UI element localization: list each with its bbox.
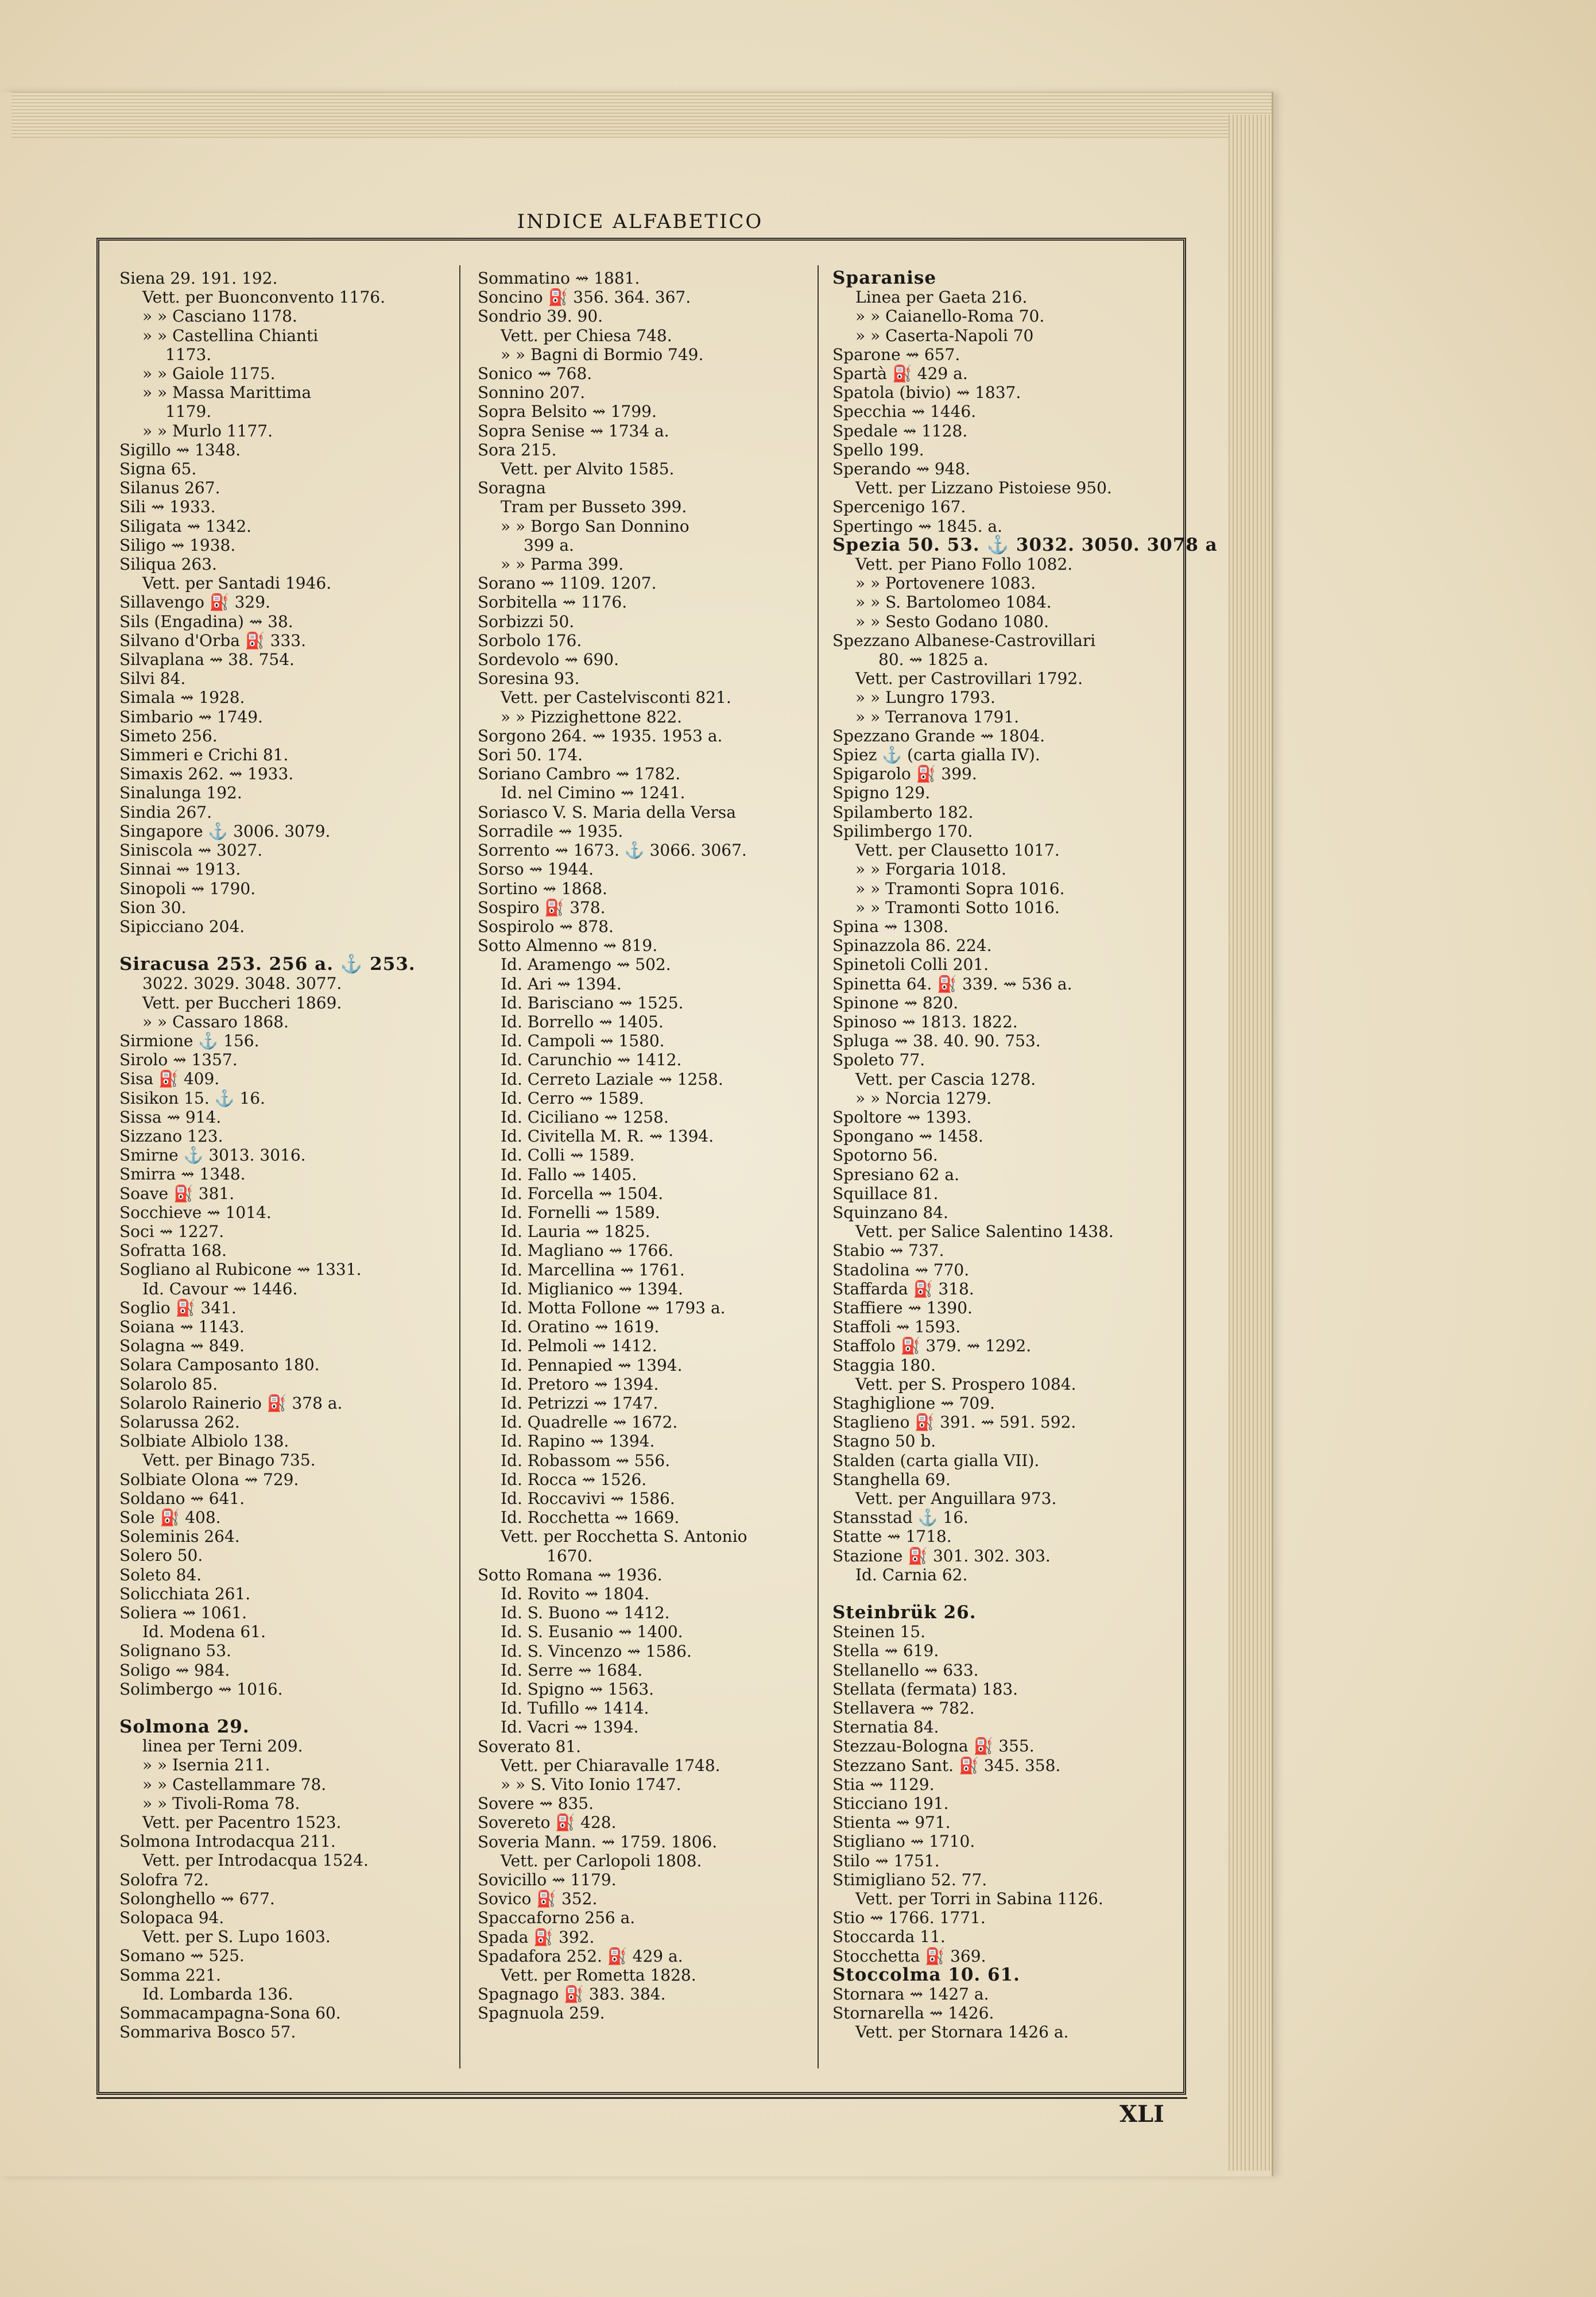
index-entry: Tram per Busseto 399. bbox=[501, 497, 687, 517]
index-entry: Solopaca 94. bbox=[119, 1908, 224, 1928]
index-entry: Id. Serre ⇝ 1684. bbox=[501, 1660, 643, 1680]
index-entry: Id. Cerreto Laziale ⇝ 1258. bbox=[501, 1069, 723, 1089]
index-entry: Staffoli ⇝ 1593. bbox=[832, 1317, 961, 1337]
index-column-2 bbox=[478, 269, 811, 2023]
index-entry: Sovicillo ⇝ 1179. bbox=[478, 1870, 617, 1890]
index-entry: Sovereto ⛽ 428. bbox=[478, 1813, 617, 1832]
index-entry: Id. Forcella ⇝ 1504. bbox=[501, 1184, 664, 1203]
index-entry: Sorrento ⇝ 1673. ⚓ 3066. 3067. bbox=[478, 841, 747, 860]
index-entry: » » Isernia 211. bbox=[142, 1755, 270, 1775]
index-entry: Spertingo ⇝ 1845. a. bbox=[832, 516, 1002, 536]
index-entry: Spezzano Albanese-Castrovillari bbox=[832, 631, 1096, 650]
index-entry: Spadafora 252. ⛽ 429 a. bbox=[478, 1946, 683, 1966]
index-entry: 1173. bbox=[165, 345, 212, 364]
index-entry: Spedale ⇝ 1128. bbox=[832, 421, 968, 440]
index-entry: Silvi 84. bbox=[119, 669, 186, 689]
index-entry: Silanus 267. bbox=[119, 478, 220, 498]
index-entry: Id. Roccavivi ⇝ 1586. bbox=[501, 1489, 675, 1508]
index-column-3 bbox=[832, 268, 1218, 2042]
index-entry: Sora 215. bbox=[478, 440, 557, 459]
index-entry: Spongano ⇝ 1458. bbox=[832, 1127, 983, 1146]
index-entry: Sofratta 168. bbox=[119, 1241, 227, 1260]
index-entry: » » Massa Marittima bbox=[142, 383, 312, 403]
index-entry: Stezzano Sant. ⛽ 345. 358. bbox=[832, 1755, 1061, 1775]
index-entry: Spartà ⛽ 429 a. bbox=[832, 364, 968, 384]
index-entry: Stilo ⇝ 1751. bbox=[832, 1851, 940, 1870]
index-entry: Sotto Almenno ⇝ 819. bbox=[478, 936, 658, 956]
index-entry: Stabio ⇝ 737. bbox=[832, 1241, 944, 1260]
index-entry: » » Tivoli-Roma 78. bbox=[142, 1793, 300, 1813]
index-entry: » » Tramonti Sopra 1016. bbox=[855, 879, 1065, 898]
index-entry: Sorso ⇝ 1944. bbox=[478, 860, 594, 879]
index-entry: Id. Carunchio ⇝ 1412. bbox=[501, 1050, 682, 1070]
index-entry: Siligo ⇝ 1938. bbox=[119, 535, 236, 555]
index-entry: Id. Quadrelle ⇝ 1672. bbox=[501, 1413, 678, 1432]
index-entry: Solbiate Olona ⇝ 729. bbox=[119, 1470, 299, 1489]
index-entry: Id. Spigno ⇝ 1563. bbox=[501, 1680, 654, 1699]
index-entry: Statte ⇝ 1718. bbox=[832, 1527, 952, 1546]
index-entry: Sillavengo ⛽ 329. bbox=[119, 593, 270, 612]
index-entry: Sonico ⇝ 768. bbox=[478, 364, 592, 384]
index-entry: Stellavera ⇝ 782. bbox=[832, 1699, 975, 1718]
index-entry: Sommariva Bosco 57. bbox=[119, 2023, 296, 2042]
index-entry: Stalden (carta gialla VII). bbox=[832, 1451, 1040, 1470]
index-entry: Sommacampagna-Sona 60. bbox=[119, 2004, 341, 2023]
index-entry: Id. Fornelli ⇝ 1589. bbox=[501, 1202, 660, 1222]
index-entry: Sorbizzi 50. bbox=[478, 612, 575, 631]
index-entry: Soldano ⇝ 641. bbox=[119, 1488, 245, 1508]
index-entry: Stanghella 69. bbox=[832, 1470, 951, 1489]
index-entry: Sparanise bbox=[832, 268, 937, 288]
index-entry: Vett. per Buonconvento 1176. bbox=[142, 288, 385, 307]
index-entry: Sorbolo 176. bbox=[478, 631, 582, 650]
index-entry: » » Borgo San Donnino bbox=[501, 516, 689, 536]
index-entry: Id. Ciciliano ⇝ 1258. bbox=[501, 1107, 669, 1127]
index-entry: Sisikon 15. ⚓ 16. bbox=[119, 1088, 265, 1108]
index-entry: Singapore ⚓ 3006. 3079. bbox=[119, 821, 331, 841]
index-entry: Somma 221. bbox=[119, 1965, 222, 1985]
index-entry: Sorano ⇝ 1109. 1207. bbox=[478, 574, 657, 593]
index-entry: Solarolo Rainerio ⛽ 378 a. bbox=[119, 1393, 343, 1413]
index-entry: Stadolina ⇝ 770. bbox=[832, 1260, 970, 1279]
index-entry: » » Terranova 1791. bbox=[855, 707, 1020, 726]
index-entry: Spoleto 77. bbox=[832, 1050, 925, 1070]
index-entry: Simaxis 262. ⇝ 1933. bbox=[119, 764, 294, 784]
index-entry: Soglio ⛽ 341. bbox=[119, 1298, 237, 1317]
index-entry: Smirra ⇝ 1348. bbox=[119, 1165, 246, 1184]
index-entry: Vett. per Binago 735. bbox=[142, 1451, 316, 1470]
index-entry: Spaccaforno 256 a. bbox=[478, 1908, 636, 1928]
index-entry: Spezia 50. 53. ⚓ 3032. 3050. 3078 a bbox=[832, 534, 1218, 555]
index-entry: Vett. per Chiesa 748. bbox=[501, 326, 672, 345]
spacer bbox=[119, 1699, 452, 1718]
index-entry: Siligata ⇝ 1342. bbox=[119, 516, 252, 536]
index-entry: Signa 65. bbox=[119, 459, 197, 479]
index-entry: » » Portovenere 1083. bbox=[855, 574, 1036, 593]
index-entry: Vett. per Torri in Sabina 1126. bbox=[855, 1889, 1103, 1909]
index-entry: Vett. per Pacentro 1523. bbox=[142, 1813, 342, 1832]
index-entry: Stimigliano 52. 77. bbox=[832, 1870, 987, 1889]
index-entry: » » Castellammare 78. bbox=[142, 1774, 327, 1794]
index-entry: Sigillo ⇝ 1348. bbox=[119, 440, 241, 459]
index-entry: Spoltore ⇝ 1393. bbox=[832, 1107, 972, 1127]
index-entry: Id. Pelmoli ⇝ 1412. bbox=[501, 1336, 657, 1356]
index-entry: Vett. per Rometta 1828. bbox=[501, 1966, 696, 1985]
index-entry: Soliera ⇝ 1061. bbox=[119, 1603, 247, 1623]
index-entry: Stazione ⛽ 301. 302. 303. bbox=[832, 1546, 1051, 1565]
index-entry: Silvano d'Orba ⛽ 333. bbox=[119, 631, 306, 650]
index-entry: Spina ⇝ 1308. bbox=[832, 917, 949, 936]
index-entry: Spigarolo ⛽ 399. bbox=[832, 764, 977, 784]
index-entry: Sipicciano 204. bbox=[119, 917, 245, 936]
index-entry: Squillace 81. bbox=[832, 1184, 939, 1203]
bottom-rule bbox=[96, 2097, 1187, 2099]
index-entry: Id. S. Buono ⇝ 1412. bbox=[501, 1603, 670, 1623]
index-entry: Id. Rovito ⇝ 1804. bbox=[501, 1584, 650, 1604]
index-entry: 80. ⇝ 1825 a. bbox=[878, 650, 989, 670]
index-entry: Vett. per Chiaravalle 1748. bbox=[501, 1755, 720, 1775]
index-entry: » » Bagni di Bormio 749. bbox=[501, 345, 704, 364]
index-entry: Spinoso ⇝ 1813. 1822. bbox=[832, 1012, 1018, 1031]
index-entry: » » Gaiole 1175. bbox=[142, 364, 276, 384]
index-entry: Sternatia 84. bbox=[832, 1718, 939, 1737]
index-entry: Solagna ⇝ 849. bbox=[119, 1336, 245, 1356]
index-entry: Id. Vacri ⇝ 1394. bbox=[501, 1718, 639, 1737]
index-entry: Vett. per Lizzano Pistoiese 950. bbox=[855, 478, 1112, 498]
index-entry: Id. Aramengo ⇝ 502. bbox=[501, 955, 671, 975]
index-entry: Squinzano 84. bbox=[832, 1202, 948, 1222]
index-entry: Staffiere ⇝ 1390. bbox=[832, 1298, 973, 1317]
index-entry: Siliqua 263. bbox=[119, 555, 217, 574]
index-entry: Somano ⇝ 525. bbox=[119, 1946, 245, 1966]
index-entry: Sondrio 39. 90. bbox=[478, 307, 603, 326]
index-entry: Soverato 81. bbox=[478, 1737, 582, 1756]
index-entry: Stigliano ⇝ 1710. bbox=[832, 1832, 975, 1851]
index-entry: Soresina 93. bbox=[478, 669, 580, 689]
index-entry: Stella ⇝ 619. bbox=[832, 1641, 939, 1661]
index-entry: Socchieve ⇝ 1014. bbox=[119, 1202, 272, 1222]
index-entry: Vett. per Rocchetta S. Antonio bbox=[501, 1527, 747, 1546]
index-entry: Sili ⇝ 1933. bbox=[119, 497, 216, 517]
index-entry: Stansstad ⚓ 16. bbox=[832, 1508, 969, 1528]
index-entry: Id. Lombarda 136. bbox=[142, 1984, 293, 2004]
index-entry: Spezzano Grande ⇝ 1804. bbox=[832, 726, 1045, 745]
index-entry: Soriasco V. S. Maria della Versa bbox=[478, 802, 736, 822]
index-entry: Sopra Belsito ⇝ 1799. bbox=[478, 402, 657, 421]
index-entry: Spercenigo 167. bbox=[832, 497, 966, 517]
index-entry: Sion 30. bbox=[119, 898, 187, 917]
index-entry: Staggia 180. bbox=[832, 1355, 936, 1375]
index-entry: Spiez ⚓ (carta gialla IV). bbox=[832, 745, 1040, 765]
index-entry: Id. Cerro ⇝ 1589. bbox=[501, 1088, 644, 1108]
index-entry: Vett. per Buccheri 1869. bbox=[142, 993, 342, 1012]
index-entry: Id. Pretoro ⇝ 1394. bbox=[501, 1374, 659, 1394]
index-entry: Vett. per Castrovillari 1792. bbox=[855, 669, 1083, 689]
index-entry: Sorradile ⇝ 1935. bbox=[478, 821, 623, 841]
index-entry: Steinen 15. bbox=[832, 1622, 926, 1642]
index-entry: Sortino ⇝ 1868. bbox=[478, 879, 607, 898]
index-entry: Staglieno ⛽ 391. ⇝ 591. 592. bbox=[832, 1413, 1076, 1432]
index-entry: Id. Pennapied ⇝ 1394. bbox=[501, 1355, 683, 1375]
index-entry: Sisa ⛽ 409. bbox=[119, 1069, 220, 1089]
index-entry: » » Forgaria 1018. bbox=[855, 860, 1006, 879]
column-divider-1 bbox=[459, 265, 460, 2068]
index-entry: Staghiglione ⇝ 709. bbox=[832, 1393, 995, 1413]
index-entry: Id. Ari ⇝ 1394. bbox=[501, 974, 622, 993]
index-entry: Vett. per Introdacqua 1524. bbox=[142, 1851, 369, 1870]
index-entry: Stornara ⇝ 1427 a. bbox=[832, 1985, 989, 2004]
index-entry: 1179. bbox=[165, 402, 212, 421]
index-entry: Id. Campoli ⇝ 1580. bbox=[501, 1031, 665, 1051]
index-entry: Silvaplana ⇝ 38. 754. bbox=[119, 650, 295, 670]
index-entry: Sparone ⇝ 657. bbox=[832, 345, 960, 364]
index-entry: Id. Miglianico ⇝ 1394. bbox=[501, 1279, 683, 1298]
index-entry: Linea per Gaeta 216. bbox=[855, 288, 1028, 307]
index-entry: Staffolo ⛽ 379. ⇝ 1292. bbox=[832, 1336, 1032, 1356]
index-entry: Sirmione ⚓ 156. bbox=[119, 1031, 259, 1050]
index-entry: Id. Cavour ⇝ 1446. bbox=[142, 1279, 298, 1298]
index-entry: Spagnuola 259. bbox=[478, 2004, 605, 2023]
index-entry: Id. Robassom ⇝ 556. bbox=[501, 1451, 671, 1470]
index-entry: Sperando ⇝ 948. bbox=[832, 459, 971, 479]
index-entry: » » Castellina Chianti bbox=[142, 326, 319, 345]
index-entry: Vett. per Cascia 1278. bbox=[855, 1069, 1036, 1089]
index-entry: » » S. Vito Ionio 1747. bbox=[501, 1775, 681, 1795]
index-entry: Solarolo 85. bbox=[119, 1374, 218, 1394]
index-entry: 1670. bbox=[547, 1546, 593, 1565]
index-entry: 3022. 3029. 3048. 3077. bbox=[142, 974, 342, 993]
index-entry: Id. Barisciano ⇝ 1525. bbox=[501, 993, 684, 1012]
index-entry: Stellanello ⇝ 633. bbox=[832, 1660, 979, 1680]
index-entry: 399 a. bbox=[524, 535, 574, 555]
index-entry: Steinbrük 26. bbox=[832, 1602, 977, 1623]
index-entry: Sole ⛽ 408. bbox=[119, 1508, 221, 1527]
index-entry: Sovere ⇝ 835. bbox=[478, 1794, 594, 1813]
index-entry: Spilimbergo 170. bbox=[832, 821, 973, 841]
index-entry: Id. Rapino ⇝ 1394. bbox=[501, 1432, 655, 1451]
index-entry: » » Sesto Godano 1080. bbox=[855, 612, 1049, 631]
index-entry: Id. Fallo ⇝ 1405. bbox=[501, 1165, 637, 1184]
index-entry: Soleto 84. bbox=[119, 1565, 202, 1584]
index-entry: Siniscola ⇝ 3027. bbox=[119, 841, 263, 860]
page-number: XLI bbox=[1119, 2101, 1164, 2128]
index-entry: » » Caianello-Roma 70. bbox=[855, 307, 1045, 326]
index-entry: Staffarda ⛽ 318. bbox=[832, 1279, 974, 1298]
index-entry: Vett. per Stornara 1426 a. bbox=[855, 2023, 1069, 2042]
index-entry: Solmona 29. bbox=[119, 1716, 250, 1738]
index-entry: Sorbitella ⇝ 1176. bbox=[478, 593, 627, 612]
index-entry: Sindia 267. bbox=[119, 802, 212, 822]
index-entry: Simala ⇝ 1928. bbox=[119, 688, 245, 707]
index-entry: Id. Oratino ⇝ 1619. bbox=[501, 1317, 660, 1337]
index-column-1 bbox=[119, 269, 452, 2041]
index-entry: Sizzano 123. bbox=[119, 1126, 223, 1146]
index-entry: Solonghello ⇝ 677. bbox=[119, 1889, 275, 1908]
index-entry: Id. nel Cimino ⇝ 1241. bbox=[501, 783, 685, 803]
index-entry: Spada ⛽ 392. bbox=[478, 1927, 595, 1947]
index-entry: Stoccolma 10. 61. bbox=[832, 1964, 1020, 1985]
index-entry: Id. Carnia 62. bbox=[855, 1565, 968, 1584]
index-entry: Spatola (bivio) ⇝ 1837. bbox=[832, 383, 1021, 403]
index-entry: Spotorno 56. bbox=[832, 1146, 938, 1165]
index-entry: Vett. per Alvito 1585. bbox=[501, 459, 675, 479]
index-entry: Sirolo ⇝ 1357. bbox=[119, 1050, 238, 1070]
index-entry: Spilamberto 182. bbox=[832, 802, 974, 822]
index-entry: Sommatino ⇝ 1881. bbox=[478, 269, 640, 288]
index-entry: Id. Petrizzi ⇝ 1747. bbox=[501, 1393, 658, 1413]
index-entry: Siracusa 253. 256 a. ⚓ 253. bbox=[119, 954, 416, 975]
index-entry: Sinopoli ⇝ 1790. bbox=[119, 879, 256, 898]
index-entry: Spinone ⇝ 820. bbox=[832, 993, 959, 1012]
spacer bbox=[832, 1584, 1165, 1603]
index-entry: » » Norcia 1279. bbox=[855, 1088, 992, 1108]
index-entry: Spinetoli Colli 201. bbox=[832, 955, 989, 975]
index-entry: » » Parma 399. bbox=[501, 555, 624, 574]
index-entry: Specchia ⇝ 1446. bbox=[832, 402, 977, 421]
index-entry: Solarussa 262. bbox=[119, 1412, 240, 1432]
index-entry: Spello 199. bbox=[832, 440, 924, 459]
index-entry: Soci ⇝ 1227. bbox=[119, 1221, 224, 1241]
index-entry: Solofra 72. bbox=[119, 1870, 209, 1889]
index-entry: Solimbergo ⇝ 1016. bbox=[119, 1679, 283, 1699]
index-entry: Sovico ⛽ 352. bbox=[478, 1889, 598, 1909]
index-entry: Vett. per Santadi 1946. bbox=[142, 574, 332, 593]
index-entry: » » Pizzighettone 822. bbox=[501, 707, 683, 726]
index-entry: Soriano Cambro ⇝ 1782. bbox=[478, 764, 681, 784]
index-entry: » » Murlo 1177. bbox=[142, 421, 273, 440]
index-entry: Vett. per Anguillara 973. bbox=[855, 1489, 1057, 1508]
index-entry: Sopra Senise ⇝ 1734 a. bbox=[478, 421, 669, 440]
index-entry: linea per Terni 209. bbox=[142, 1737, 303, 1756]
index-entry: Sticciano 191. bbox=[832, 1794, 949, 1813]
index-entry: Solara Camposanto 180. bbox=[119, 1355, 320, 1375]
spacer bbox=[119, 936, 452, 955]
index-entry: Stia ⇝ 1129. bbox=[832, 1774, 935, 1794]
index-entry: Soveria Mann. ⇝ 1759. 1806. bbox=[478, 1832, 718, 1851]
index-entry: Siena 29. 191. 192. bbox=[119, 269, 278, 288]
index-entry: Vett. per Carlopoli 1808. bbox=[501, 1851, 702, 1870]
index-entry: Sils (Engadina) ⇝ 38. bbox=[119, 612, 293, 631]
column-divider-2 bbox=[818, 265, 819, 2068]
index-entry: Spluga ⇝ 38. 40. 90. 753. bbox=[832, 1031, 1041, 1051]
index-entry: Spresiano 62 a. bbox=[832, 1165, 959, 1184]
index-entry: Sordevolo ⇝ 690. bbox=[478, 650, 619, 670]
index-entry: Id. Marcellina ⇝ 1761. bbox=[501, 1260, 685, 1279]
index-entry: Stezzau-Bologna ⛽ 355. bbox=[832, 1737, 1035, 1756]
index-entry: Sospiro ⛽ 378. bbox=[478, 898, 606, 917]
index-entry: Id. Tufillo ⇝ 1414. bbox=[501, 1699, 649, 1718]
index-entry: Simmeri e Crichi 81. bbox=[119, 745, 289, 765]
index-entry: Stoccarda 11. bbox=[832, 1927, 946, 1947]
index-entry: » » Casciano 1178. bbox=[142, 307, 297, 326]
index-entry: Id. Civitella M. R. ⇝ 1394. bbox=[501, 1127, 714, 1146]
index-entry: Vett. per Clausetto 1017. bbox=[855, 841, 1060, 860]
index-entry: Sinnai ⇝ 1913. bbox=[119, 860, 241, 879]
index-entry: » » Lungro 1793. bbox=[855, 688, 995, 707]
index-entry: » » S. Bartolomeo 1084. bbox=[855, 593, 1052, 612]
index-entry: Solero 50. bbox=[119, 1546, 203, 1565]
index-entry: Stocchetta ⛽ 369. bbox=[832, 1946, 986, 1966]
index-entry: Soligo ⇝ 984. bbox=[119, 1660, 230, 1680]
index-entry: Soncino ⛽ 356. 364. 367. bbox=[478, 288, 691, 307]
index-entry: Solicchiata 261. bbox=[119, 1584, 251, 1603]
index-entry: Solignano 53. bbox=[119, 1641, 231, 1661]
index-entry: Simeto 256. bbox=[119, 726, 218, 745]
index-entry: Sissa ⇝ 914. bbox=[119, 1107, 222, 1127]
index-entry: Vett. per S. Prospero 1084. bbox=[855, 1374, 1076, 1394]
index-entry: Id. Motta Follone ⇝ 1793 a. bbox=[501, 1298, 726, 1317]
index-entry: Spagnago ⛽ 383. 384. bbox=[478, 1985, 666, 2004]
index-entry: Sinalunga 192. bbox=[119, 783, 242, 803]
index-entry: Id. Rocca ⇝ 1526. bbox=[501, 1470, 647, 1489]
index-entry: Id. Colli ⇝ 1589. bbox=[501, 1146, 635, 1165]
index-entry: Sori 50. 174. bbox=[478, 745, 583, 765]
index-entry: Soleminis 264. bbox=[119, 1527, 240, 1546]
index-entry: Simbario ⇝ 1749. bbox=[119, 707, 263, 726]
index-entry: Stagno 50 b. bbox=[832, 1432, 936, 1451]
index-entry: Stornarella ⇝ 1426. bbox=[832, 2004, 994, 2023]
index-entry: Solbiate Albiolo 138. bbox=[119, 1432, 289, 1451]
index-entry: Soragna bbox=[478, 478, 546, 498]
index-entry: Stio ⇝ 1766. 1771. bbox=[832, 1908, 986, 1928]
index-entry: » » Tramonti Sotto 1016. bbox=[855, 898, 1060, 917]
index-entry: » » Caserta-Napoli 70 bbox=[855, 326, 1034, 345]
index-entry: Stellata (fermata) 183. bbox=[832, 1679, 1018, 1699]
index-entry: Sotto Romana ⇝ 1936. bbox=[478, 1565, 663, 1584]
index-entry: Vett. per Piano Follo 1082. bbox=[855, 555, 1073, 574]
index-entry: Soave ⛽ 381. bbox=[119, 1184, 235, 1203]
index-entry: Sospirolo ⇝ 878. bbox=[478, 917, 614, 936]
index-entry: Spinetta 64. ⛽ 339. ⇝ 536 a. bbox=[832, 974, 1072, 993]
index-entry: Id. S. Vincenzo ⇝ 1586. bbox=[501, 1641, 692, 1661]
index-entry: » » Cassaro 1868. bbox=[142, 1012, 289, 1031]
index-entry: Sorgono 264. ⇝ 1935. 1953 a. bbox=[478, 726, 723, 745]
index-entry: Solmona Introdacqua 211. bbox=[119, 1832, 336, 1851]
index-entry: Id. Modena 61. bbox=[142, 1622, 266, 1642]
index-entry: Vett. per S. Lupo 1603. bbox=[142, 1927, 331, 1947]
index-entry: Vett. per Castelvisconti 821. bbox=[501, 688, 731, 707]
index-entry: Id. S. Eusanio ⇝ 1400. bbox=[501, 1622, 683, 1642]
index-entry: Stienta ⇝ 971. bbox=[832, 1813, 951, 1832]
index-entry: Sogliano al Rubicone ⇝ 1331. bbox=[119, 1260, 362, 1279]
index-entry: Vett. per Salice Salentino 1438. bbox=[855, 1222, 1114, 1242]
index-entry: Soiana ⇝ 1143. bbox=[119, 1317, 245, 1336]
index-entry: Id. Rocchetta ⇝ 1669. bbox=[501, 1508, 680, 1528]
index-entry: Sonnino 207. bbox=[478, 383, 586, 403]
page-header: INDICE ALFABETICO bbox=[517, 210, 764, 233]
index-entry: Smirne ⚓ 3013. 3016. bbox=[119, 1146, 306, 1165]
index-entry: Id. Borrello ⇝ 1405. bbox=[501, 1012, 664, 1031]
index-entry: Id. Lauria ⇝ 1825. bbox=[501, 1222, 650, 1242]
index-entry: Spigno 129. bbox=[832, 783, 931, 803]
index-entry: Spinazzola 86. 224. bbox=[832, 936, 992, 956]
index-entry: Id. Magliano ⇝ 1766. bbox=[501, 1241, 673, 1260]
